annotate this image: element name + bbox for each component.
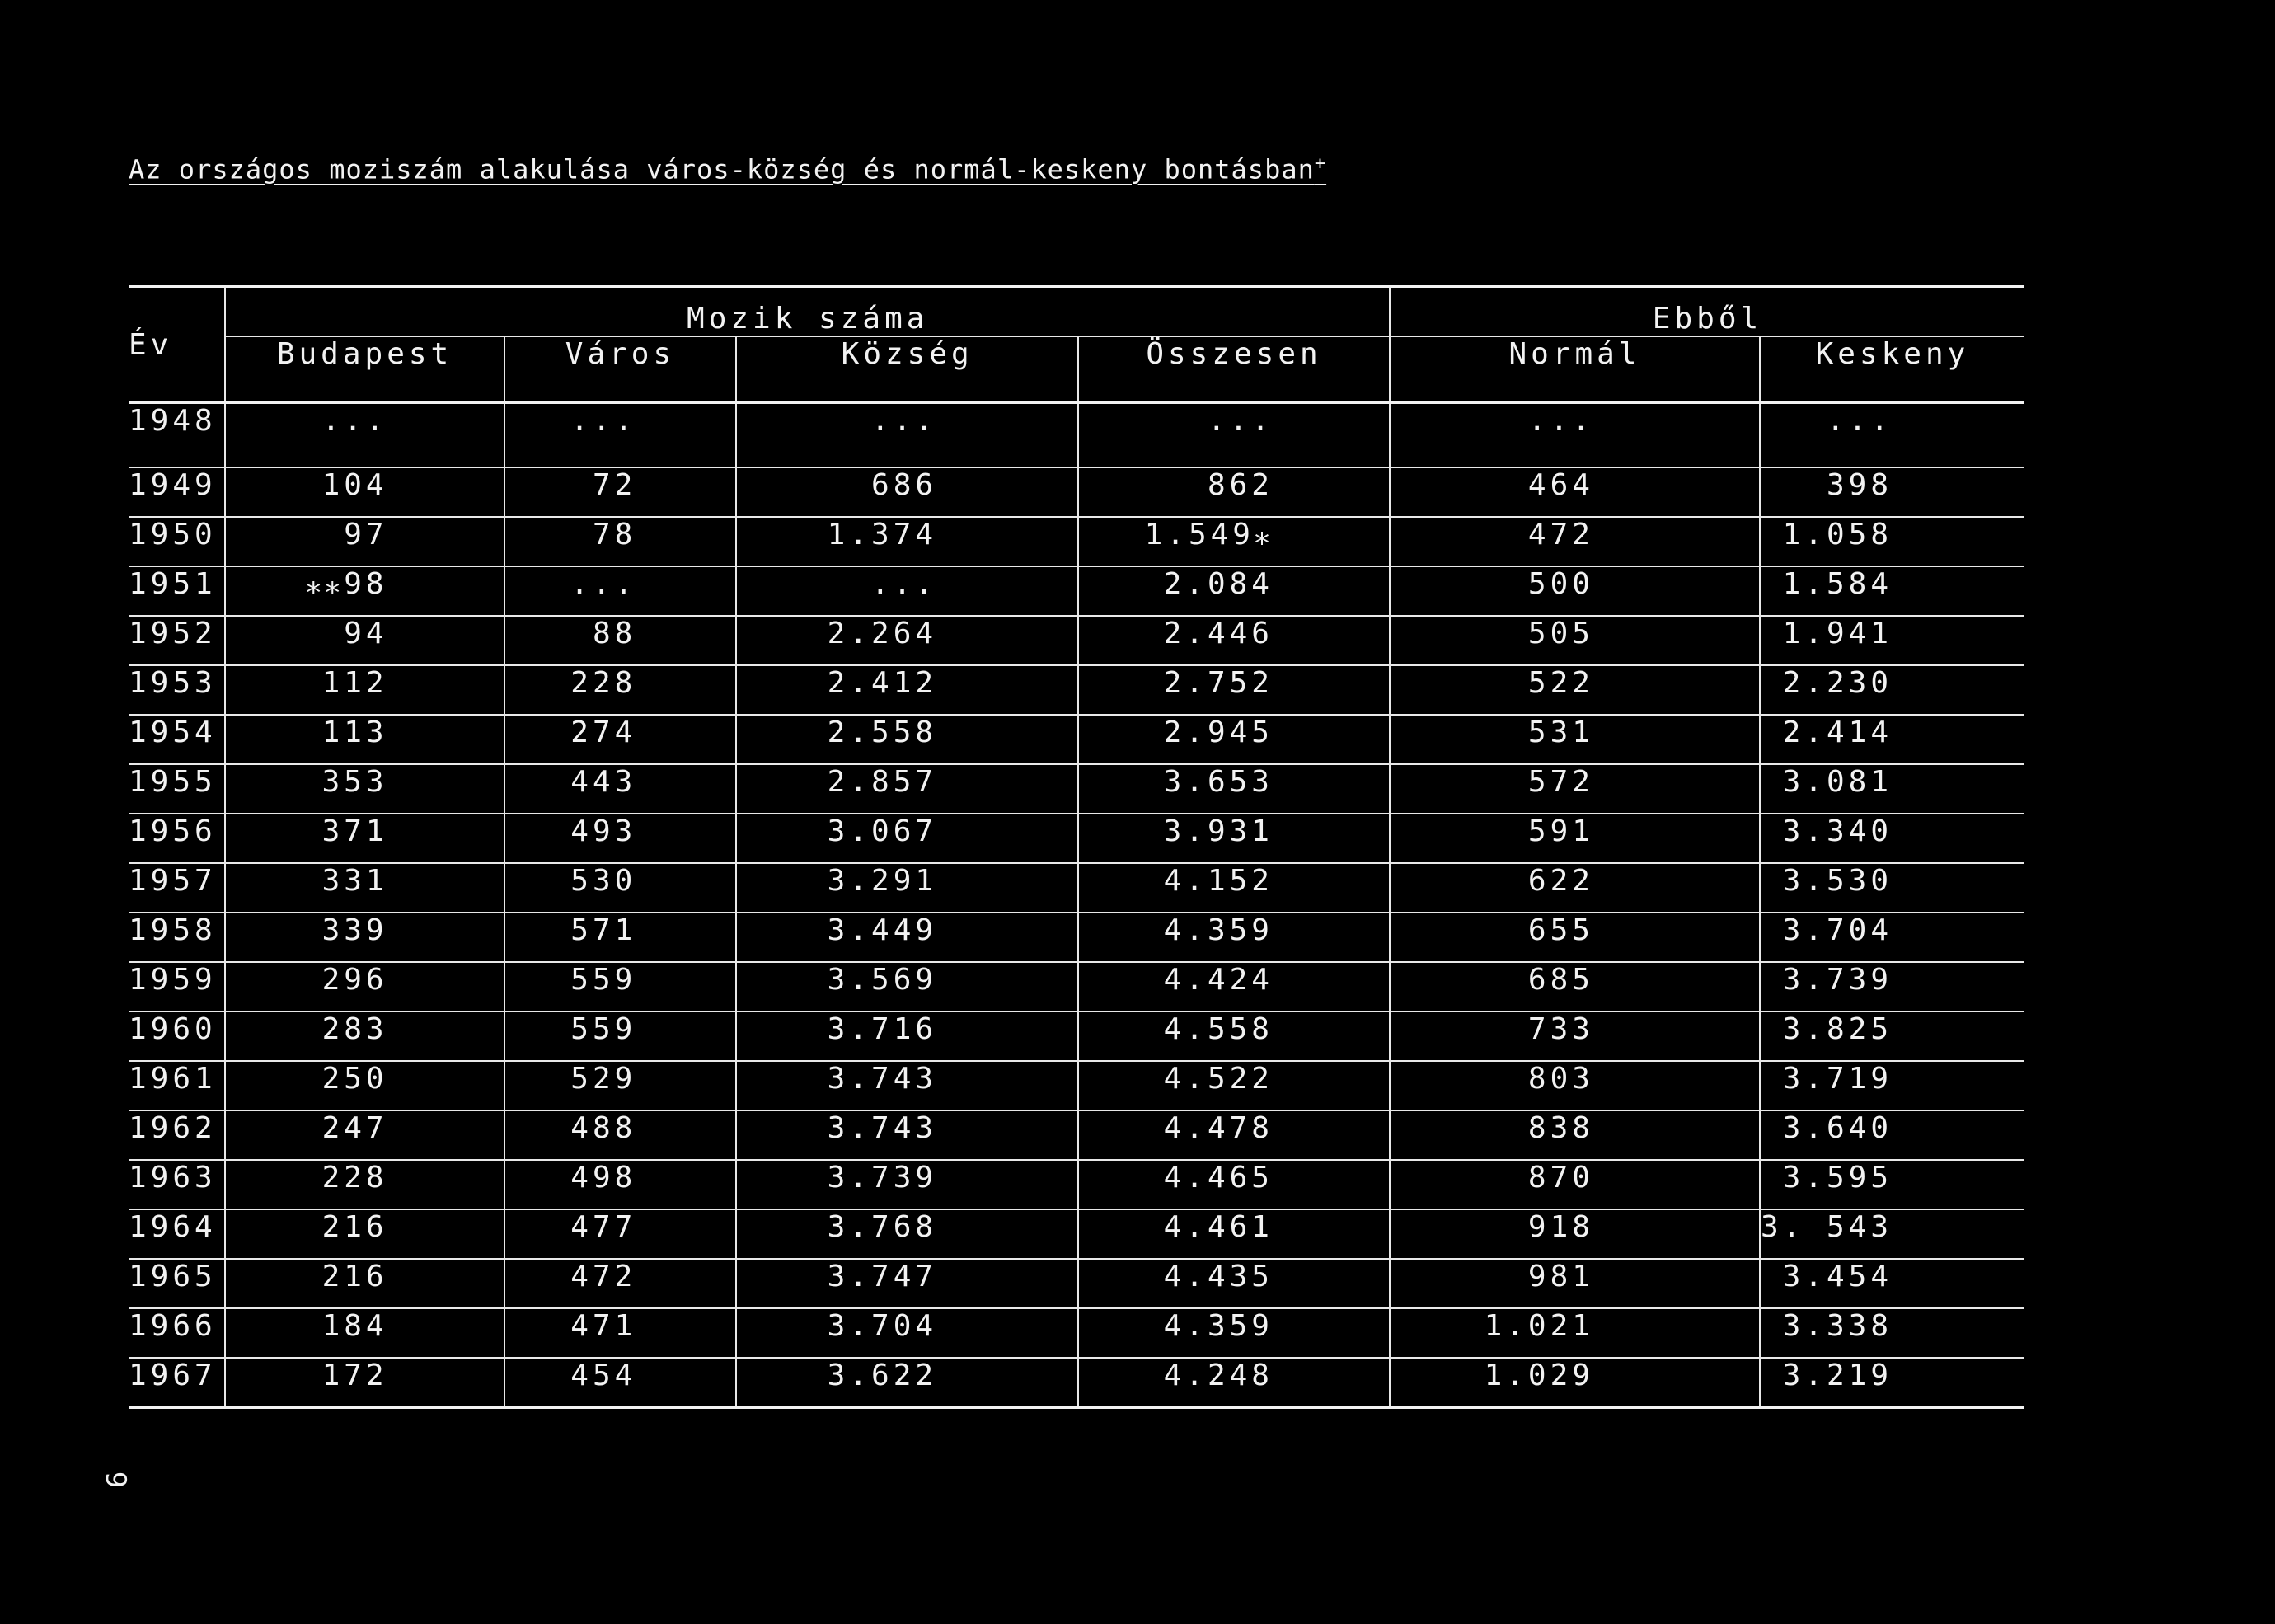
cell-normal: 838 (1390, 1110, 1760, 1160)
cell-year: 1964 (129, 1209, 225, 1259)
cell-budapest: ... (225, 403, 504, 468)
cell-osszesen: 4.522 (1078, 1061, 1390, 1110)
table-row (129, 566, 2024, 616)
cell-osszesen: 4.424 (1078, 962, 1390, 1011)
header-kozseg: Község (736, 336, 1078, 403)
cell-normal: 472 (1390, 517, 1760, 566)
cell-osszesen: 862 (1078, 467, 1390, 517)
cell-keskeny: 3.081 (1760, 764, 2024, 814)
table-row (129, 1160, 2024, 1209)
cell-varos: 488 (504, 1110, 737, 1160)
cell-year: 1959 (129, 962, 225, 1011)
cell-budapest: 104 (225, 467, 504, 517)
cell-year: 1952 (129, 616, 225, 665)
table-row (129, 1259, 2024, 1308)
cell-kozseg: 1.374 (736, 517, 1078, 566)
cell-keskeny: ... (1760, 403, 2024, 468)
cell-normal: 733 (1390, 1011, 1760, 1061)
cell-kozseg: 3.743 (736, 1061, 1078, 1110)
table-row (129, 1110, 2024, 1160)
cell-kozseg: 3.449 (736, 913, 1078, 962)
table-row (129, 467, 2024, 517)
cell-varos: 443 (504, 764, 737, 814)
cell-kozseg: 686 (736, 467, 1078, 517)
cell-year: 1957 (129, 863, 225, 913)
cell-budapest: 184 (225, 1308, 504, 1358)
cell-budapest: 94 (225, 616, 504, 665)
cell-normal: 655 (1390, 913, 1760, 962)
cell-varos: ... (504, 566, 737, 616)
cell-budapest: 228 (225, 1160, 504, 1209)
cell-osszesen: 3.931 (1078, 814, 1390, 863)
table-row (129, 1209, 2024, 1259)
cell-osszesen: 4.359 (1078, 913, 1390, 962)
cell-kozseg: 3.291 (736, 863, 1078, 913)
cell-budapest: 216 (225, 1259, 504, 1308)
cell-varos: 228 (504, 665, 737, 715)
cell-varos: 559 (504, 962, 737, 1011)
header-year: Év (129, 327, 173, 362)
cell-keskeny: 3.739 (1760, 962, 2024, 1011)
cell-year: 1949 (129, 467, 225, 517)
cell-varos: 72 (504, 467, 737, 517)
cell-kozseg: 3.716 (736, 1011, 1078, 1061)
cell-kozseg: 2.412 (736, 665, 1078, 715)
header-budapest: Budapest (225, 336, 504, 403)
table-row (129, 814, 2024, 863)
table-row (129, 962, 2024, 1011)
cell-keskeny: 3.530 (1760, 863, 2024, 913)
cell-keskeny: 3.825 (1760, 1011, 2024, 1061)
cell-kozseg: 3.739 (736, 1160, 1078, 1209)
header-mozik-szama: Mozik száma (225, 288, 1390, 336)
cell-normal: 918 (1390, 1209, 1760, 1259)
cell-year: 1954 (129, 715, 225, 764)
cell-keskeny: 1.058 (1760, 517, 2024, 566)
cell-varos: 274 (504, 715, 737, 764)
cell-osszesen: 3.653 (1078, 764, 1390, 814)
cell-kozseg: 2.264 (736, 616, 1078, 665)
cell-kozseg: 3.704 (736, 1308, 1078, 1358)
cell-budapest: 250 (225, 1061, 504, 1110)
header-keskeny: Keskeny (1760, 336, 2024, 403)
cell-varos: 493 (504, 814, 737, 863)
cell-normal: 572 (1390, 764, 1760, 814)
table-row (129, 1011, 2024, 1061)
cell-osszesen: 4.478 (1078, 1110, 1390, 1160)
table-row (129, 913, 2024, 962)
cell-kozseg: 2.558 (736, 715, 1078, 764)
cell-osszesen: 4.359 (1078, 1308, 1390, 1358)
cell-keskeny: 1.941 (1760, 616, 2024, 665)
table-row (129, 715, 2024, 764)
table-title (129, 153, 1326, 185)
cell-budapest: 113 (225, 715, 504, 764)
cell-year: 1956 (129, 814, 225, 863)
cell-kozseg: 3.622 (736, 1358, 1078, 1408)
header-varos: Város (504, 336, 737, 403)
cell-normal: 522 (1390, 665, 1760, 715)
cell-budapest: 339 (225, 913, 504, 962)
cell-varos: 559 (504, 1011, 737, 1061)
table-row (129, 863, 2024, 913)
cell-normal: 591 (1390, 814, 1760, 863)
cell-year: 1951 (129, 566, 225, 616)
cell-keskeny: 3. 543 (1760, 1209, 2024, 1259)
cell-normal: ... (1390, 403, 1760, 468)
cell-osszesen: 4.435 (1078, 1259, 1390, 1308)
table-row (129, 1061, 2024, 1110)
cell-normal: 500 (1390, 566, 1760, 616)
cell-keskeny: 3.340 (1760, 814, 2024, 863)
table-row (129, 517, 2024, 566)
table-row (129, 764, 2024, 814)
cell-year: 1962 (129, 1110, 225, 1160)
cell-budapest: 283 (225, 1011, 504, 1061)
cell-year: 1953 (129, 665, 225, 715)
cell-normal: 870 (1390, 1160, 1760, 1209)
cell-normal: 464 (1390, 467, 1760, 517)
cell-osszesen: 4.152 (1078, 863, 1390, 913)
cell-keskeny: 1.584 (1760, 566, 2024, 616)
cell-budapest: 172 (225, 1358, 504, 1408)
table-row (129, 1308, 2024, 1358)
cell-varos: 88 (504, 616, 737, 665)
cell-keskeny: 3.219 (1760, 1358, 2024, 1408)
cell-osszesen: 2.752 (1078, 665, 1390, 715)
cell-kozseg: 3.569 (736, 962, 1078, 1011)
cell-varos: 498 (504, 1160, 737, 1209)
cell-keskeny: 3.338 (1760, 1308, 2024, 1358)
cell-keskeny: 3.454 (1760, 1259, 2024, 1308)
cell-year: 1955 (129, 764, 225, 814)
cell-normal: 1.021 (1390, 1308, 1760, 1358)
cinema-count-table (129, 285, 2024, 1409)
cell-osszesen: 4.465 (1078, 1160, 1390, 1209)
cell-year: 1967 (129, 1358, 225, 1408)
cell-normal: 803 (1390, 1061, 1760, 1110)
cell-normal: 505 (1390, 616, 1760, 665)
table-title-text: Az országos moziszám alakulása város-község és normál-keskeny bontásban (129, 153, 1315, 185)
table-row (129, 665, 2024, 715)
cell-year: 1958 (129, 913, 225, 962)
cell-keskeny: 2.230 (1760, 665, 2024, 715)
cell-varos: ... (504, 403, 737, 468)
page-number: 9 (99, 1471, 133, 1489)
cell-year: 1950 (129, 517, 225, 566)
title-footnote-marker: + (1314, 153, 1327, 174)
cell-osszesen: 2.945 (1078, 715, 1390, 764)
header-osszesen: Összesen (1078, 336, 1390, 403)
cell-osszesen: 2.446 (1078, 616, 1390, 665)
cell-varos: 454 (504, 1358, 737, 1408)
group-header-row (129, 288, 2024, 336)
table-body (129, 403, 2024, 1408)
cell-year: 1966 (129, 1308, 225, 1358)
cell-normal: 1.029 (1390, 1358, 1760, 1408)
cell-budapest: 353 (225, 764, 504, 814)
table-row (129, 616, 2024, 665)
cell-osszesen: ... (1078, 403, 1390, 468)
cell-kozseg: 3.067 (736, 814, 1078, 863)
sub-header-row (129, 336, 2024, 403)
header-normal: Normál (1390, 336, 1760, 403)
cell-budapest: 216 (225, 1209, 504, 1259)
table-row (129, 403, 2024, 468)
cell-normal: 981 (1390, 1259, 1760, 1308)
cell-budapest: 247 (225, 1110, 504, 1160)
cell-year: 1948 (129, 403, 225, 468)
cell-budapest: 97 (225, 517, 504, 566)
cell-keskeny: 3.704 (1760, 913, 2024, 962)
cell-kozseg: ... (736, 403, 1078, 468)
cell-budapest: 371 (225, 814, 504, 863)
cell-kozseg: ... (736, 566, 1078, 616)
cell-kozseg: 3.743 (736, 1110, 1078, 1160)
cell-osszesen: 4.461 (1078, 1209, 1390, 1259)
header-ebbol: Ebből (1390, 288, 2024, 336)
cell-year: 1965 (129, 1259, 225, 1308)
cell-keskeny: 398 (1760, 467, 2024, 517)
cell-osszesen: 1.549⁎ (1078, 517, 1390, 566)
cell-osszesen: 4.558 (1078, 1011, 1390, 1061)
cell-keskeny: 3.640 (1760, 1110, 2024, 1160)
cell-keskeny: 2.414 (1760, 715, 2024, 764)
cell-year: 1963 (129, 1160, 225, 1209)
cell-keskeny: 3.595 (1760, 1160, 2024, 1209)
cell-varos: 571 (504, 913, 737, 962)
cell-year: 1961 (129, 1061, 225, 1110)
cell-varos: 529 (504, 1061, 737, 1110)
table-row (129, 1358, 2024, 1408)
cell-year: 1960 (129, 1011, 225, 1061)
cell-osszesen: 4.248 (1078, 1358, 1390, 1408)
cell-normal: 622 (1390, 863, 1760, 913)
cell-budapest: 296 (225, 962, 504, 1011)
cell-kozseg: 3.747 (736, 1259, 1078, 1308)
cell-budapest: ⁎⁎98 (225, 566, 504, 616)
cell-kozseg: 3.768 (736, 1209, 1078, 1259)
cell-normal: 531 (1390, 715, 1760, 764)
cell-varos: 78 (504, 517, 737, 566)
cell-osszesen: 2.084 (1078, 566, 1390, 616)
cell-varos: 530 (504, 863, 737, 913)
cell-budapest: 112 (225, 665, 504, 715)
cell-varos: 477 (504, 1209, 737, 1259)
cell-varos: 472 (504, 1259, 737, 1308)
cell-normal: 685 (1390, 962, 1760, 1011)
cell-varos: 471 (504, 1308, 737, 1358)
cell-budapest: 331 (225, 863, 504, 913)
cell-keskeny: 3.719 (1760, 1061, 2024, 1110)
cell-kozseg: 2.857 (736, 764, 1078, 814)
